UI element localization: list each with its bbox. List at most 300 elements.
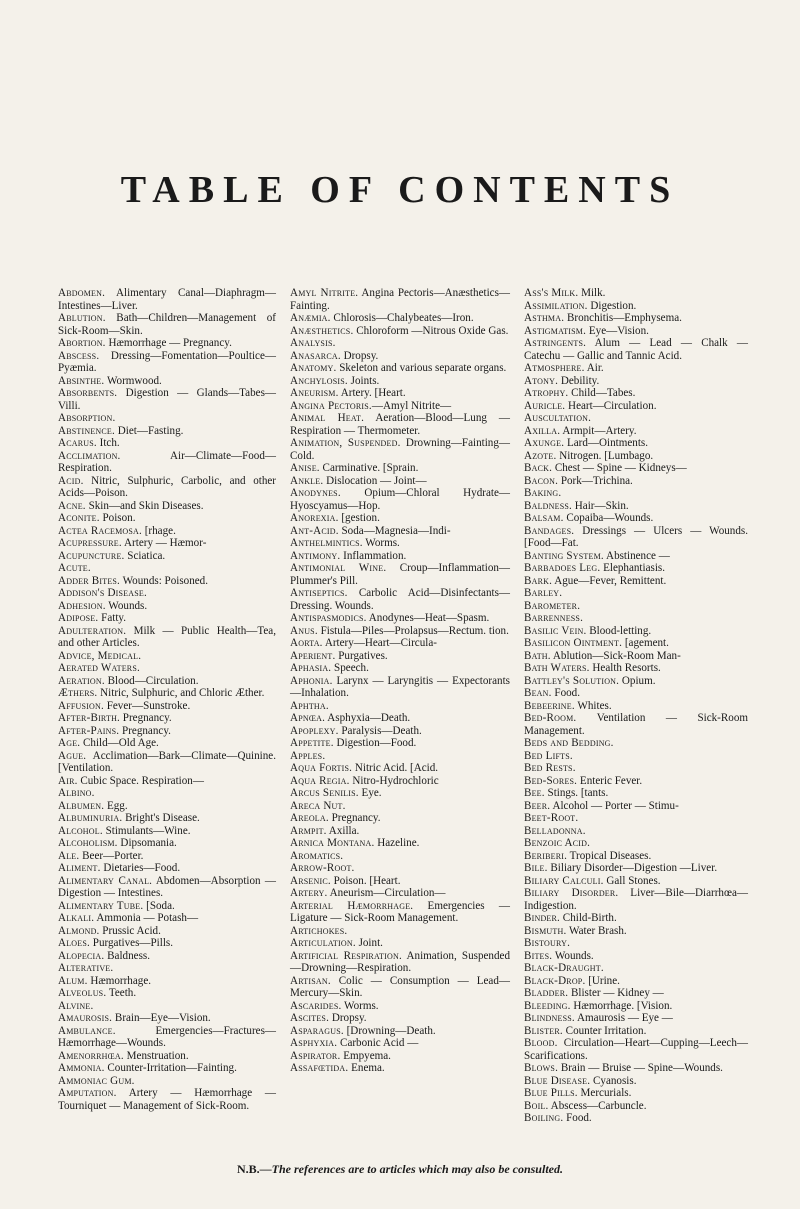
entry-heading: Bee. bbox=[524, 787, 545, 799]
index-entry bbox=[290, 900, 510, 925]
entry-references: Enteric Fever. bbox=[577, 774, 643, 787]
entry-references: Digestion — Glands—Tabes—Villi. bbox=[58, 387, 276, 412]
entry-heading: Adipose. bbox=[58, 612, 99, 624]
index-entry bbox=[524, 950, 748, 963]
entry-heading: Atmosphere. bbox=[524, 362, 585, 374]
entry-heading: Aqua Fortis. bbox=[290, 762, 353, 774]
entry-heading: Bismuth. bbox=[524, 924, 567, 937]
entry-heading: Acarus. bbox=[58, 437, 97, 449]
index-entry bbox=[58, 812, 276, 825]
entry-references: [agement. bbox=[622, 637, 669, 649]
entry-references: Menstruation. bbox=[123, 1049, 189, 1062]
entry-heading: Bark. bbox=[524, 574, 553, 587]
entry-references: Air—Climate—Food—Respiration. bbox=[58, 449, 276, 474]
entry-references: Alum — Lead — Chalk — Catechu — Gallic and Tannic Acid. bbox=[524, 337, 748, 362]
entry-heading: Apples. bbox=[290, 749, 326, 762]
entry-heading: Actea Racemosa. bbox=[58, 524, 142, 537]
entry-references: Whites. bbox=[574, 699, 612, 712]
index-entry bbox=[524, 1100, 748, 1113]
entry-heading: Antiseptics. bbox=[290, 587, 348, 599]
index-entry bbox=[58, 312, 276, 337]
index-entry bbox=[290, 325, 510, 338]
entry-references: Skin—and Skin Diseases. bbox=[85, 499, 204, 512]
index-entry bbox=[290, 775, 510, 788]
entry-heading: Barometer. bbox=[524, 599, 581, 612]
entry-references: Amaurosis — Eye — bbox=[574, 1012, 673, 1024]
entry-references: Brain—Eye—Vision. bbox=[112, 1012, 211, 1024]
entry-references: Blister — Kidney — bbox=[568, 987, 664, 999]
entry-heading: Articulation. bbox=[290, 937, 356, 949]
entry-references: Emergencies—Fractures—Hæmorrhage—Wounds. bbox=[58, 1024, 276, 1049]
entry-heading: Ambulance. bbox=[58, 1024, 116, 1037]
entry-heading: Baldness. bbox=[524, 499, 572, 512]
index-entry bbox=[290, 387, 510, 400]
index-entry bbox=[58, 612, 276, 625]
entry-references: [Drowning—Death. bbox=[343, 1024, 436, 1037]
index-entry bbox=[524, 837, 748, 850]
index-entry bbox=[58, 537, 276, 550]
entry-references: Colic — Consumption — Lead—Mercury—Skin. bbox=[290, 974, 510, 999]
entry-heading: Azote. bbox=[524, 449, 557, 462]
entry-heading: Anatomy. bbox=[290, 362, 337, 374]
page-title: TABLE OF CONTENTS bbox=[120, 169, 680, 211]
entry-heading: Angina Pectoris. bbox=[290, 399, 372, 412]
entry-references: Hazeline. bbox=[374, 837, 420, 849]
entry-references: Pregnancy. bbox=[119, 724, 171, 737]
index-entry bbox=[524, 475, 748, 488]
index-entry bbox=[290, 287, 510, 312]
entry-references: Purgatives—Pills. bbox=[90, 937, 174, 949]
entry-heading: Bacon. bbox=[524, 474, 559, 487]
entry-heading: Bistoury. bbox=[524, 937, 571, 949]
index-entry bbox=[58, 975, 276, 988]
entry-references: Purgatives. bbox=[335, 649, 388, 662]
entry-heading: Aqua Regia. bbox=[290, 774, 350, 787]
entry-heading: Blister. bbox=[524, 1024, 563, 1037]
entry-references: Skeleton and various separate organs. bbox=[336, 362, 507, 374]
entry-references: Chest — Spine — Kidneys— bbox=[552, 462, 687, 474]
entry-references: Milk — Public Health—Tea, and other Articles. bbox=[58, 624, 276, 649]
index-entry bbox=[290, 862, 510, 875]
index-entry bbox=[290, 875, 510, 888]
entry-heading: Beds and Bedding. bbox=[524, 737, 614, 749]
entry-references: Fatty. bbox=[98, 612, 127, 624]
entry-references: Air. bbox=[584, 362, 604, 374]
entry-heading: Axunge. bbox=[524, 437, 565, 449]
index-entry bbox=[524, 387, 748, 400]
index-entry bbox=[290, 937, 510, 950]
entry-heading: Anæmia. bbox=[290, 312, 331, 324]
entry-heading: Barrenness. bbox=[524, 612, 584, 624]
index-entry bbox=[524, 1025, 748, 1038]
index-entry bbox=[290, 512, 510, 525]
entry-references: Pork—Trichina. bbox=[558, 474, 633, 487]
entry-heading: Anæsthetics. bbox=[290, 324, 354, 337]
index-entry bbox=[58, 287, 276, 312]
entry-heading: Alcohol. bbox=[58, 824, 103, 837]
index-entry bbox=[290, 725, 510, 738]
index-entry bbox=[524, 487, 748, 500]
index-entry bbox=[58, 862, 276, 875]
entry-heading: Bladder. bbox=[524, 987, 569, 999]
entry-heading: Albuminuria. bbox=[58, 812, 123, 824]
entry-heading: Aromatics. bbox=[290, 849, 344, 862]
entry-heading: Acne. bbox=[58, 499, 86, 512]
entry-heading: Boiling. bbox=[524, 1112, 564, 1124]
index-entry bbox=[524, 375, 748, 388]
index-entry bbox=[58, 437, 276, 450]
entry-references: Wormwood. bbox=[104, 374, 162, 387]
entry-heading: Ale. bbox=[58, 849, 80, 862]
entry-references: Eye—Vision. bbox=[586, 324, 649, 337]
entry-heading: Abortion. bbox=[58, 337, 106, 349]
entry-references: Abstinence — bbox=[603, 549, 670, 562]
index-entry bbox=[524, 650, 748, 663]
entry-heading: Ant-Acid. bbox=[290, 524, 339, 537]
entry-heading: Artificial Respiration. bbox=[290, 949, 402, 962]
entry-heading: Black-Draught. bbox=[524, 962, 604, 974]
index-entry bbox=[290, 375, 510, 388]
footnote bbox=[0, 1162, 800, 1177]
index-entry bbox=[58, 512, 276, 525]
entry-references: Armpit—Artery. bbox=[560, 424, 637, 437]
entry-heading: Ammoniac Gum. bbox=[58, 1074, 135, 1087]
entry-heading: Artery. bbox=[290, 887, 328, 899]
entry-heading: Amyl Nitrite. bbox=[290, 287, 359, 299]
entry-references: Dipsomania. bbox=[117, 837, 177, 849]
index-entry bbox=[290, 887, 510, 900]
index-entry bbox=[524, 500, 748, 513]
entry-references: [Urine. bbox=[585, 974, 620, 987]
entry-heading: Banting System. bbox=[524, 549, 604, 562]
entry-references: Opium—Chloral Hydrate—Hyoscyamus—Hop. bbox=[290, 487, 510, 512]
index-entry bbox=[524, 287, 748, 300]
entry-references: Milk. bbox=[578, 287, 606, 299]
index-entry bbox=[58, 1012, 276, 1025]
index-entry bbox=[290, 412, 510, 437]
index-entry bbox=[58, 837, 276, 850]
index-entry bbox=[290, 487, 510, 512]
entry-heading: Anchylosis. bbox=[290, 374, 348, 387]
index-entry bbox=[58, 450, 276, 475]
entry-heading: Advice, Medical. bbox=[58, 649, 142, 662]
index-entry bbox=[524, 400, 748, 413]
index-entry bbox=[58, 1062, 276, 1075]
entry-heading: Battley's Solution. bbox=[524, 674, 620, 687]
index-entry bbox=[290, 750, 510, 763]
index-entry bbox=[524, 712, 748, 737]
entry-heading: Ague. bbox=[58, 749, 87, 762]
entry-heading: Acupuncture. bbox=[58, 549, 125, 562]
index-entry bbox=[290, 850, 510, 863]
index-entry bbox=[58, 650, 276, 663]
entry-references: Aeration—Blood—Lung — Respiration — Thermometer. bbox=[290, 412, 510, 437]
entry-references: Chlorosis—Chalybeates—Iron. bbox=[330, 312, 474, 324]
entry-heading: Asparagus. bbox=[290, 1024, 344, 1037]
entry-references: Animation, Suspended—Drowning—Respiration. bbox=[290, 949, 510, 974]
entry-references: [rhage. bbox=[141, 524, 176, 537]
entry-references: Pregnancy. bbox=[328, 812, 381, 824]
index-entry bbox=[290, 437, 510, 462]
index-entry bbox=[524, 800, 748, 813]
entry-heading: Animation, Suspended. bbox=[290, 437, 401, 449]
entry-heading: After-Pains. bbox=[58, 724, 120, 737]
index-entry bbox=[290, 562, 510, 587]
entry-heading: Beet-Root. bbox=[524, 812, 579, 824]
entry-references: Cyanosis. bbox=[590, 1074, 637, 1087]
index-entry bbox=[58, 925, 276, 938]
index-entry bbox=[58, 950, 276, 963]
entry-references: Wounds. bbox=[552, 949, 594, 962]
index-entry bbox=[524, 775, 748, 788]
entry-heading: Abdomen. bbox=[58, 287, 106, 299]
entry-heading: Acupressure. bbox=[58, 537, 122, 549]
entry-references: Aneurism—Circulation— bbox=[327, 887, 446, 899]
column-1 bbox=[58, 287, 276, 1112]
index-entry bbox=[290, 1012, 510, 1025]
entry-references: Nitric, Sulphuric, and Chloric Æther. bbox=[97, 687, 265, 699]
index-entry bbox=[524, 325, 748, 338]
index-entry bbox=[290, 550, 510, 563]
index-entry bbox=[290, 337, 510, 350]
index-entry bbox=[524, 562, 748, 575]
entry-references: Circulation—Heart—Cupping—Leech—Scarifications. bbox=[524, 1037, 748, 1062]
entry-heading: Bed Lifts. bbox=[524, 749, 573, 762]
entry-references: Itch. bbox=[96, 437, 120, 449]
index-entry bbox=[524, 637, 748, 650]
entry-references: Dietaries—Food. bbox=[100, 862, 181, 874]
entry-references: Abdomen—Absorption — Digestion — Intestines. bbox=[58, 874, 276, 899]
entry-heading: Bebeerine. bbox=[524, 699, 575, 712]
entry-references: Anodynes—Heat—Spasm. bbox=[366, 612, 490, 624]
column-2 bbox=[290, 287, 510, 1075]
entry-references: Asphyxia—Death. bbox=[325, 712, 411, 724]
index-entry bbox=[524, 300, 748, 313]
entry-references: Child-Birth. bbox=[560, 912, 617, 924]
index-entry bbox=[524, 737, 748, 750]
entry-references: Nitro-Hydrochloric bbox=[349, 774, 439, 787]
entry-heading: Ammonia. bbox=[58, 1062, 105, 1074]
entry-heading: Assafœtida. bbox=[290, 1062, 349, 1074]
index-entry bbox=[58, 875, 276, 900]
entry-heading: Armpit. bbox=[290, 824, 327, 837]
entry-heading: Antimony. bbox=[290, 549, 341, 562]
index-entry bbox=[524, 1062, 748, 1075]
index-entry bbox=[524, 662, 748, 675]
index-entry bbox=[524, 987, 748, 1000]
index-entry bbox=[58, 412, 276, 425]
entry-heading: Ablution. bbox=[58, 312, 106, 324]
entry-references: Opium. bbox=[619, 674, 656, 687]
index-entry bbox=[524, 887, 748, 912]
entry-references: Heart—Circulation. bbox=[565, 399, 657, 412]
entry-references: Lard—Ointments. bbox=[564, 437, 648, 449]
entry-heading: Assimilation. bbox=[524, 299, 588, 312]
entry-references: Beer—Porter. bbox=[79, 849, 144, 862]
entry-heading: Anise. bbox=[290, 462, 320, 474]
index-entry bbox=[58, 800, 276, 813]
index-entry bbox=[58, 937, 276, 950]
entry-heading: Basilic Vein. bbox=[524, 624, 587, 637]
index-entry bbox=[58, 500, 276, 513]
entry-references: Dressing—Fomentation—Poultice—Pyæmia. bbox=[58, 349, 276, 374]
entry-references: Dressings — Ulcers — Wounds. [Food—Fat. bbox=[524, 524, 748, 549]
index-entry bbox=[290, 362, 510, 375]
index-entry bbox=[58, 1050, 276, 1063]
index-entry bbox=[290, 1025, 510, 1038]
entry-references: Brain — Bruise — Spine—Wounds. bbox=[558, 1062, 723, 1074]
index-entry bbox=[58, 987, 276, 1000]
entry-references: Gall Stones. bbox=[603, 874, 661, 887]
index-entry bbox=[58, 387, 276, 412]
entry-heading: Antimonial Wine. bbox=[290, 562, 387, 574]
entry-references: Bronchitis—Emphysema. bbox=[564, 312, 682, 324]
entry-heading: Ascites. bbox=[290, 1012, 330, 1024]
entry-references: Artery—Heart—Circula- bbox=[322, 637, 437, 649]
entry-references: Carbonic Acid — bbox=[337, 1037, 419, 1049]
entry-references: Worms. bbox=[341, 999, 379, 1012]
index-entry bbox=[58, 900, 276, 913]
entry-heading: Aorta. bbox=[290, 637, 323, 649]
entry-heading: Binder. bbox=[524, 912, 561, 924]
index-entry bbox=[290, 1000, 510, 1013]
entry-references: Pregnancy. bbox=[120, 712, 172, 724]
entry-references: Chloroform —Nitrous Oxide Gas. bbox=[353, 324, 509, 337]
entry-heading: Æthers. bbox=[58, 687, 98, 699]
entry-heading: Blue Pills. bbox=[524, 1087, 578, 1099]
index-entry bbox=[290, 675, 510, 700]
entry-heading: Analysis. bbox=[290, 337, 336, 349]
entry-heading: Aconite. bbox=[58, 512, 100, 524]
index-entry bbox=[524, 850, 748, 863]
index-entry bbox=[524, 812, 748, 825]
entry-heading: Apoplexy. bbox=[290, 724, 339, 737]
entry-heading: Bath Waters. bbox=[524, 662, 590, 674]
entry-heading: Alveolus. bbox=[58, 987, 107, 999]
entry-references: Blood-letting. bbox=[586, 624, 652, 637]
entry-heading: Affusion. bbox=[58, 699, 104, 712]
index-entry bbox=[524, 550, 748, 563]
index-entry bbox=[290, 662, 510, 675]
entry-heading: Alkali. bbox=[58, 912, 95, 924]
index-entry bbox=[290, 637, 510, 650]
index-entry bbox=[524, 337, 748, 362]
entry-references: Artery. [Heart. bbox=[338, 387, 406, 399]
entry-heading: Albumen. bbox=[58, 799, 105, 812]
index-entry bbox=[58, 700, 276, 713]
entry-heading: Amputation. bbox=[58, 1087, 117, 1099]
index-entry bbox=[524, 700, 748, 713]
entry-references: Alcohol — Porter — Stimu- bbox=[550, 799, 679, 812]
index-entry bbox=[290, 712, 510, 725]
index-entry bbox=[290, 400, 510, 413]
entry-heading: Aphonia. bbox=[290, 674, 333, 687]
entry-heading: Anodynes. bbox=[290, 487, 341, 499]
index-entry bbox=[58, 562, 276, 575]
entry-heading: Astigmatism. bbox=[524, 324, 587, 337]
entry-references: Sciatica. bbox=[124, 549, 166, 562]
entry-heading: Benzoic Acid. bbox=[524, 837, 591, 849]
index-entry bbox=[290, 812, 510, 825]
footnote-prefix: N.B.— bbox=[237, 1162, 272, 1176]
index-entry bbox=[524, 925, 748, 938]
entry-heading: Astringents. bbox=[524, 337, 587, 349]
entry-heading: Blows. bbox=[524, 1062, 559, 1074]
entry-references: Digestion—Food. bbox=[333, 737, 417, 749]
index-entry bbox=[58, 425, 276, 438]
entry-heading: Belladonna. bbox=[524, 824, 586, 837]
entry-heading: Black-Drop. bbox=[524, 974, 586, 987]
entry-heading: Arrow-Root. bbox=[290, 862, 355, 874]
index-entry bbox=[524, 625, 748, 638]
entry-heading: Beriberi. bbox=[524, 849, 568, 862]
entry-references: Counter Irritation. bbox=[562, 1024, 647, 1037]
entry-references: Worms. bbox=[362, 537, 400, 549]
entry-references: Joint. bbox=[355, 937, 383, 949]
index-entry bbox=[58, 600, 276, 613]
entry-references: Inflammation. bbox=[340, 549, 407, 562]
entry-heading: Aliment. bbox=[58, 862, 101, 874]
entry-references: Egg. bbox=[104, 799, 128, 812]
entry-heading: Absorption. bbox=[58, 412, 116, 424]
entry-heading: Bleeding. bbox=[524, 999, 571, 1012]
entry-heading: Bandages. bbox=[524, 524, 575, 537]
column-3 bbox=[524, 287, 748, 1125]
entry-heading: Bath. bbox=[524, 649, 551, 662]
index-entry bbox=[58, 850, 276, 863]
entry-heading: Aphasia. bbox=[290, 662, 332, 674]
entry-references: Dropsy. bbox=[329, 1012, 367, 1024]
entry-heading: Anus. bbox=[290, 624, 318, 637]
entry-heading: Areca Nut. bbox=[290, 799, 346, 812]
index-entry bbox=[524, 1037, 748, 1062]
index-entry bbox=[524, 912, 748, 925]
entry-references: Hæmorrhage. [Vision. bbox=[570, 999, 673, 1012]
entry-heading: Basilicon Ointment. bbox=[524, 637, 623, 649]
index-entry bbox=[58, 712, 276, 725]
index-entry bbox=[524, 975, 748, 988]
index-entry bbox=[290, 625, 510, 638]
index-entry bbox=[58, 1087, 276, 1112]
entry-references: Carminative. [Sprain. bbox=[319, 462, 419, 474]
entry-references: Paralysis—Death. bbox=[338, 724, 422, 737]
entry-references: Drowning—Fainting—Cold. bbox=[290, 437, 510, 462]
index-entry bbox=[290, 350, 510, 363]
index-entry bbox=[290, 1062, 510, 1075]
index-entry bbox=[524, 1112, 748, 1125]
entry-heading: Ascarides. bbox=[290, 999, 342, 1012]
entry-references: Biliary Disorder—Digestion —Liver. bbox=[547, 862, 718, 874]
entry-references: Hæmorrhage — Pregnancy. bbox=[105, 337, 232, 349]
entry-references: —Amyl Nitrite— bbox=[371, 399, 452, 412]
entry-heading: Bed Rests. bbox=[524, 762, 576, 774]
entry-references: Diet—Fasting. bbox=[115, 424, 184, 437]
index-entry bbox=[524, 687, 748, 700]
index-entry bbox=[524, 862, 748, 875]
entry-heading: Auricle. bbox=[524, 399, 566, 412]
index-entry bbox=[58, 625, 276, 650]
entry-heading: Abscess. bbox=[58, 349, 100, 362]
entry-heading: Biliary Calculi. bbox=[524, 874, 604, 887]
entry-references: Artery — Hæmor- bbox=[121, 537, 207, 549]
entry-references: Dislocation — Joint— bbox=[323, 474, 427, 487]
entry-heading: Bed-Room. bbox=[524, 712, 577, 724]
entry-heading: Baking. bbox=[524, 487, 562, 499]
entry-heading: Acclimation. bbox=[58, 449, 121, 462]
entry-heading: Biliary Disorder. bbox=[524, 887, 619, 899]
index-entry bbox=[524, 825, 748, 838]
entry-references: Wounds. bbox=[105, 599, 148, 612]
